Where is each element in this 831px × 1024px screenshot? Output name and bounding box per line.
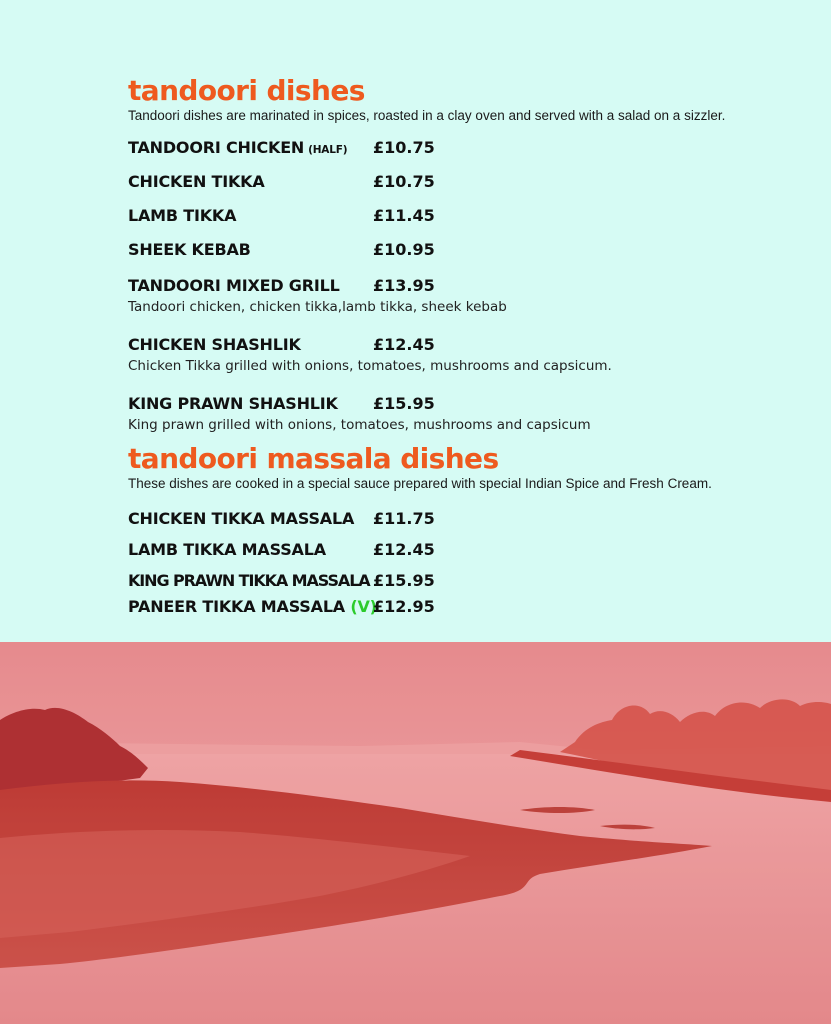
item-price: £10.75: [373, 138, 435, 157]
section-description: These dishes are cooked in a special sauce prepared with special Indian Spice and Fresh Cream.: [128, 476, 712, 491]
item-name: TANDOORI MIXED GRILL: [128, 276, 340, 295]
item-name: KING PRAWN SHASHLIK: [128, 394, 338, 413]
menu-item-king-prawn-tikka-massala: [128, 571, 808, 593]
item-price: £10.75: [373, 172, 435, 191]
item-description: Tandoori chicken, chicken tikka,lamb tikka, sheek kebab: [128, 299, 507, 315]
landscape-illustration: [0, 642, 831, 1024]
section-tandoori-massala: [128, 442, 808, 492]
menu-item-king-prawn-shashlik: [128, 394, 808, 434]
menu-item-chicken-shashlik: [128, 335, 808, 375]
menu-item-lamb-tikka-massala: [128, 540, 808, 562]
section-tandoori: [128, 74, 808, 124]
item-name: PANEER TIKKA MASSALA: [128, 597, 345, 616]
item-price: £12.95: [373, 597, 435, 616]
item-name-wrap: [128, 597, 377, 616]
item-price: £15.95: [373, 394, 435, 413]
item-description: King prawn grilled with onions, tomatoes, mushrooms and capsicum: [128, 417, 591, 433]
menu-item-tandoori-mixed-grill: [128, 276, 808, 316]
item-price: £15.95: [373, 571, 435, 590]
item-price: £13.95: [373, 276, 435, 295]
item-price: £10.95: [373, 240, 435, 259]
item-price: £12.45: [373, 335, 435, 354]
item-name: CHICKEN TIKKA: [128, 172, 265, 191]
river-landscape-photo: [0, 642, 831, 1024]
section-description: Tandoori dishes are marinated in spices, roasted in a clay oven and served with a salad on a sizzler.: [128, 108, 726, 123]
item-price: £11.75: [373, 509, 435, 528]
item-name: CHICKEN TIKKA MASSALA: [128, 509, 355, 528]
menu-item-chicken-tikka: [128, 172, 808, 194]
section-title: tandoori dishes: [128, 74, 365, 107]
item-name-wrap: [128, 138, 373, 157]
section-title: tandoori massala dishes: [128, 442, 499, 475]
item-description: Chicken Tikka grilled with onions, tomatoes, mushrooms and capsicum.: [128, 358, 612, 374]
menu-item-chicken-tikka-massala: [128, 509, 808, 531]
item-price: £11.45: [373, 206, 435, 225]
menu-item-tandoori-chicken: [128, 138, 808, 160]
menu-item-lamb-tikka: [128, 206, 808, 228]
item-name: LAMB TIKKA: [128, 206, 237, 225]
vegetarian-badge: (V): [350, 597, 377, 616]
item-name: TANDOORI CHICKEN: [128, 138, 305, 157]
menu-item-paneer-tikka-massala: [128, 597, 808, 619]
item-price: £12.45: [373, 540, 435, 559]
item-name: CHICKEN SHASHLIK: [128, 335, 301, 354]
item-name: LAMB TIKKA MASSALA: [128, 540, 326, 559]
photo-tint: [0, 642, 831, 1024]
item-name: KING PRAWN TIKKA MASSALA: [128, 571, 370, 590]
item-name: SHEEK KEBAB: [128, 240, 251, 259]
menu-item-sheek-kebab: [128, 240, 808, 262]
item-tag-half: (HALF): [308, 144, 348, 156]
